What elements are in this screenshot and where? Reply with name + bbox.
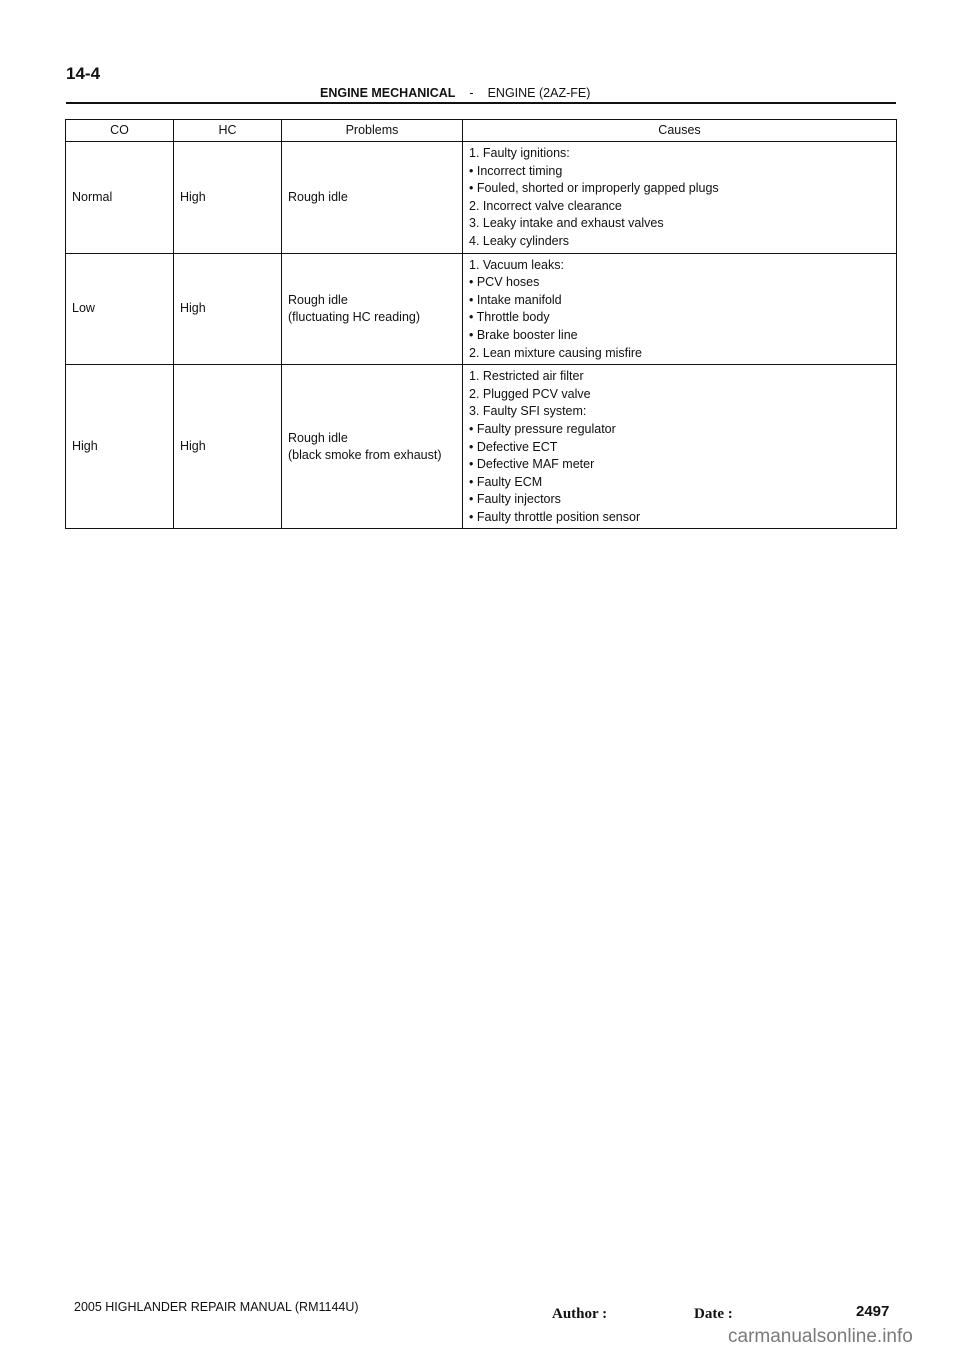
cause-line: • PCV hoses [469, 275, 540, 290]
problem-line: (fluctuating HC reading) [288, 309, 421, 324]
footer-author-label: Author : [552, 1306, 608, 1322]
diagnosis-table [65, 119, 897, 529]
co-cell: High [66, 365, 174, 529]
problems-cell [282, 365, 463, 529]
cause-line: 3. Faulty SFI system: [469, 404, 587, 419]
column-header: HC [174, 120, 282, 142]
hc-cell: High [174, 142, 282, 254]
cause-line: • Faulty throttle position sensor [469, 509, 641, 524]
problem-line: Rough idle [288, 292, 348, 307]
cause-line: • Fouled, shorted or improperly gapped plugs [469, 181, 719, 196]
cause-line: 2. Incorrect valve clearance [469, 198, 622, 213]
hc-cell: High [174, 365, 282, 529]
header-rule [66, 102, 896, 104]
footer-date-label: Date : [694, 1306, 733, 1322]
column-header: Problems [282, 120, 463, 142]
watermark: carmanualsonline.info [728, 1326, 913, 1347]
problem-line: Rough idle [288, 189, 348, 204]
cause-line: • Intake manifold [469, 292, 562, 307]
table-row [66, 253, 897, 365]
cause-line: 3. Leaky intake and exhaust valves [469, 216, 664, 231]
cause-line: • Incorrect timing [469, 163, 563, 178]
column-header: CO [66, 120, 174, 142]
causes-cell [463, 142, 897, 254]
cause-line: • Faulty ECM [469, 474, 543, 489]
subsection-title: ENGINE (2AZ-FE) [487, 86, 591, 100]
cause-line: 4. Leaky cylinders [469, 233, 570, 248]
cause-line: • Defective ECT [469, 439, 558, 454]
section-title: ENGINE MECHANICAL [320, 86, 456, 100]
table-header-row [66, 120, 897, 142]
problems-cell [282, 142, 463, 254]
cause-line: 2. Lean mixture causing misfire [469, 345, 642, 360]
table-row [66, 142, 897, 254]
page-number: 14-4 [66, 64, 101, 83]
footer-manual-title: 2005 HIGHLANDER REPAIR MANUAL (RM1144U) [74, 1300, 359, 1314]
co-cell: Low [66, 253, 174, 365]
problem-line: (black smoke from exhaust) [288, 447, 442, 462]
table-body [66, 142, 897, 529]
causes-cell [463, 365, 897, 529]
cause-line: • Throttle body [469, 310, 550, 325]
causes-cell [463, 253, 897, 365]
running-header [320, 86, 590, 100]
problem-line: Rough idle [288, 430, 348, 445]
cause-line: 1. Vacuum leaks: [469, 257, 564, 272]
problems-cell [282, 253, 463, 365]
footer-page-number: 2497 [856, 1303, 890, 1320]
cause-line: • Faulty injectors [469, 492, 561, 507]
cause-line: 1. Restricted air filter [469, 369, 584, 384]
column-header: Causes [463, 120, 897, 142]
table-row [66, 365, 897, 529]
hc-cell: High [174, 253, 282, 365]
cause-line: • Defective MAF meter [469, 457, 595, 472]
cause-line: • Faulty pressure regulator [469, 421, 616, 436]
header-separator: - [469, 86, 474, 100]
cause-line: 2. Plugged PCV valve [469, 386, 591, 401]
co-cell: Normal [66, 142, 174, 254]
cause-line: 1. Faulty ignitions: [469, 146, 570, 160]
cause-line: • Brake booster line [469, 327, 578, 342]
